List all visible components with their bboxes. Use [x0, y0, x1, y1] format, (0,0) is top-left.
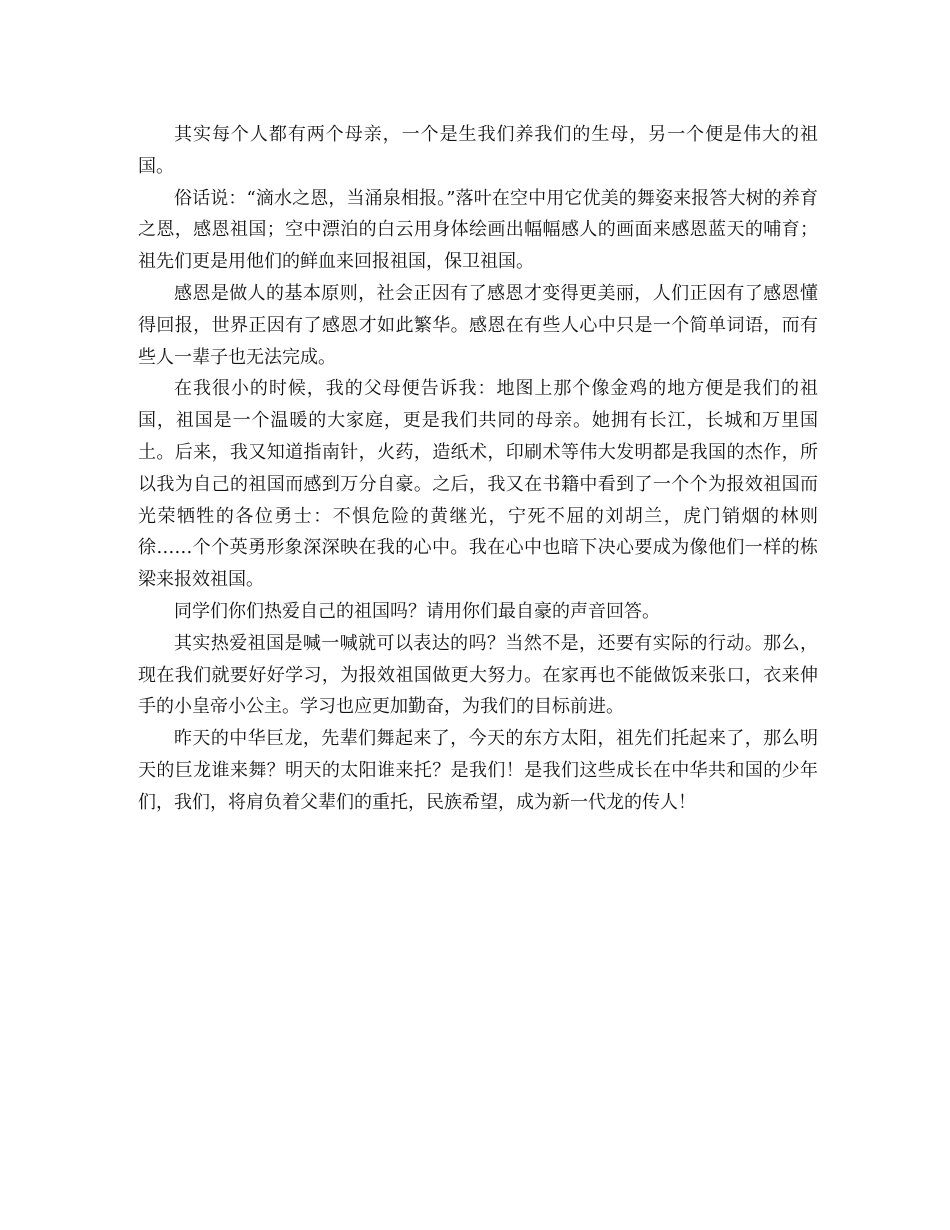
document-body	[138, 119, 818, 819]
paragraph: 其实热爱祖国是喊一喊就可以表达的吗？当然不是，还要有实际的行动。那么，现在我们就要好好学习，为报效祖国做更大努力。在家再也不能做饭来张口，衣来伸手的小皇帝小公主。学习也应更加勤奋，为我们的目标前进。	[138, 632, 818, 718]
paragraph: 俗话说：“滴水之恩，当涌泉相报。”落叶在空中用它优美的舞姿来报答大树的养育之恩，感恩祖国；空中漂泊的白云用身体绘画出幅幅感人的画面来感恩蓝天的哺育；祖先们更是用他们的鲜血来回报祖国，保卫祖国。	[138, 187, 818, 273]
paragraph: 昨天的中华巨龙，先辈们舞起来了，今天的东方太阳，祖先们托起来了，那么明天的巨龙谁来舞？明天的太阳谁来托？是我们！是我们这些成长在中华共和国的少年们，我们，将肩负着父辈们的重托，民族希望，成为新一代龙的传人！	[138, 728, 818, 813]
paragraph: 感恩是做人的基本原则，社会正因有了感恩才变得更美丽，人们正因有了感恩懂得回报，世界正因有了感恩才如此繁华。感恩在有些人心中只是一个简单词语，而有些人一辈子也无法完成。	[138, 282, 818, 368]
paragraph: 在我很小的时候，我的父母便告诉我：地图上那个像金鸡的地方便是我们的祖国，祖国是一个温暖的大家庭，更是我们共同的母亲。她拥有长江，长城和万里国土。后来，我又知道指南针，火药，造纸术，印刷术等伟大发明都是我国的杰作，所以我为自己的祖国而感到万分自豪。之后，我又在书籍中看到了一个个为报效祖国而光荣牺牲的各位勇士：不惧危险的黄继光，宁死不屈的刘胡兰，虎门销烟的林则徐……个个英勇形象深深映在我的心中。我在心中也暗下决心要成为像他们一样的栋梁来报效祖国。	[138, 378, 818, 591]
paragraph: 同学们你们热爱自己的祖国吗？请用你们最自豪的声音回答。	[174, 600, 660, 622]
paragraph: 其实每个人都有两个母亲，一个是生我们养我们的生母，另一个便是伟大的祖国。	[138, 124, 818, 177]
